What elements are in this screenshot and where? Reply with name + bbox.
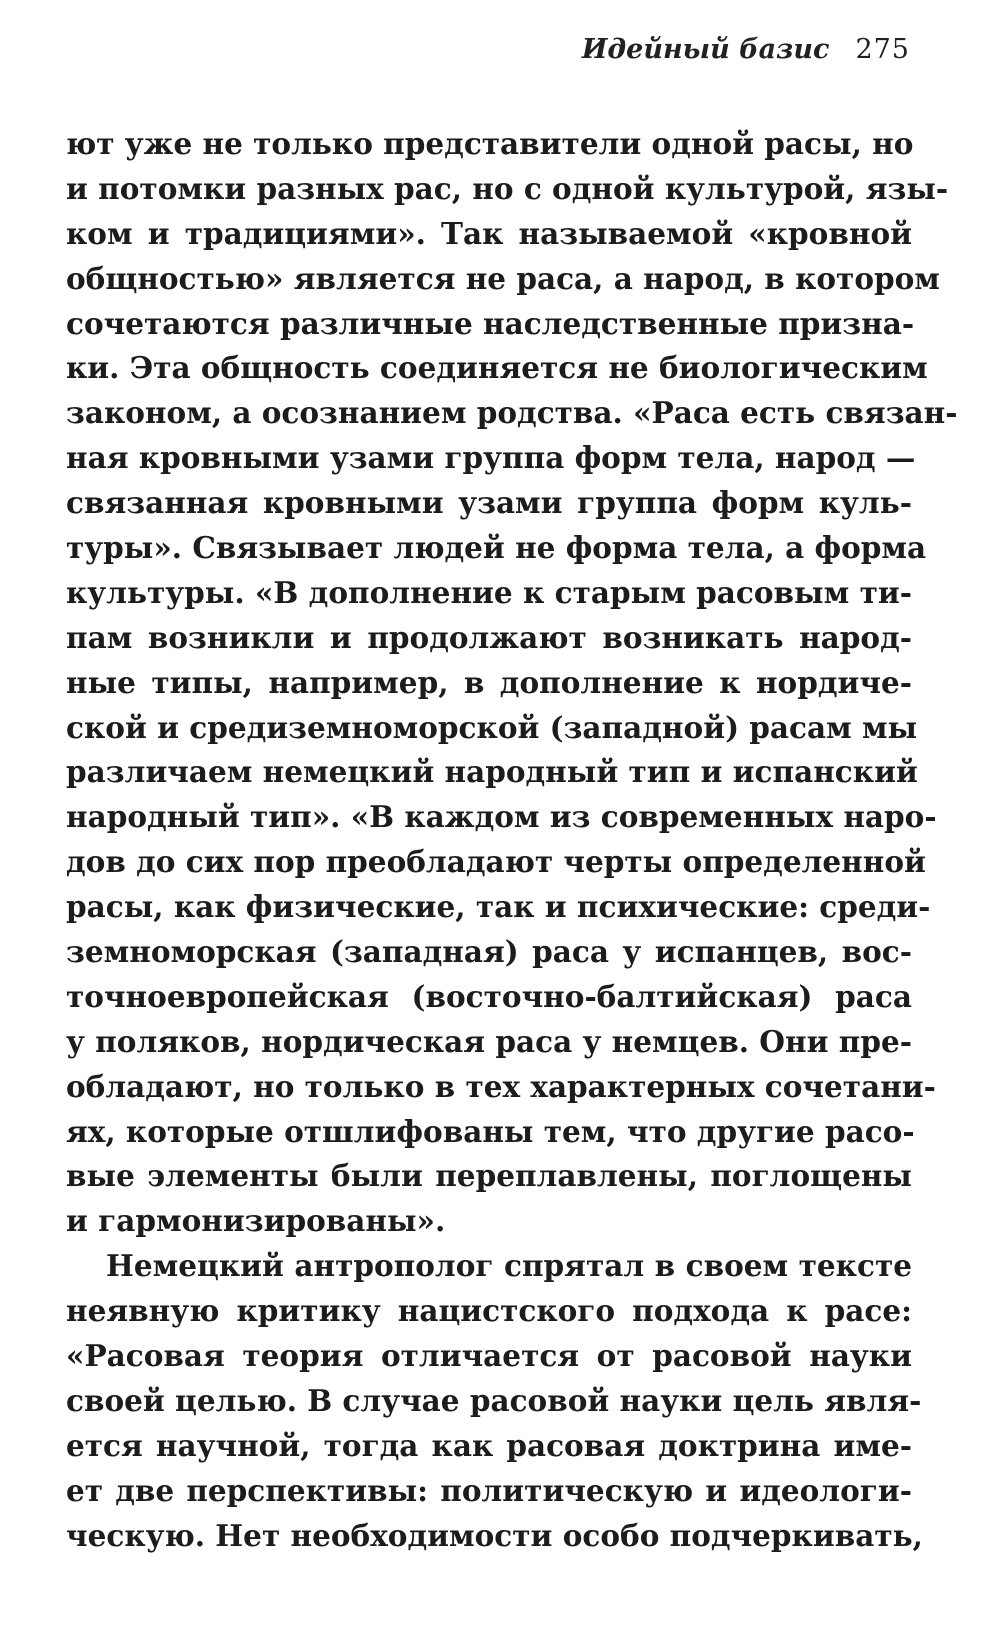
text-line: туры». Связывает людей не форма тела, а форма bbox=[66, 530, 927, 566]
text-line: ком и традициями». Так называемой «кровной bbox=[66, 215, 912, 251]
text-line: расы, как физические, так и психические: среди- bbox=[66, 889, 931, 925]
page-number: 275 bbox=[855, 34, 910, 65]
text-line: и потомки разных рас, но с одной культурой, язы- bbox=[66, 170, 949, 206]
text-line: вые элементы были переплавлены, поглощены bbox=[66, 1158, 912, 1194]
text-line: законом, а осознанием родства. «Раса есть связан- bbox=[66, 395, 958, 431]
text-line: у поляков, нордическая раса у немцев. Они пре- bbox=[66, 1023, 912, 1059]
text-line: ях, которые отшлифованы тем, что другие расо- bbox=[66, 1113, 915, 1149]
text-line: ные типы, например, в дополнение к нордиче- bbox=[66, 664, 912, 700]
text-line: Немецкий антрополог спрятал в своем тексте bbox=[106, 1248, 912, 1284]
text-line: ется научной, тогда как расовая доктрина име- bbox=[66, 1427, 912, 1463]
text-line: ской и средиземноморской (западной) расам мы bbox=[66, 709, 918, 745]
text-line: ная кровными узами группа форм тела, народ — bbox=[66, 440, 916, 476]
text-line: народный тип». «В каждом из современных наро- bbox=[66, 799, 937, 835]
text-line: «Расовая теория отличается от расовой науки bbox=[66, 1338, 912, 1374]
text-line: дов до сих пор преобладают черты определенной bbox=[66, 844, 926, 880]
text-line: ки. Эта общность соединяется не биологическим bbox=[66, 350, 928, 386]
text-line: ет две перспективы: политическую и идеологи- bbox=[66, 1472, 912, 1508]
text-line: земноморская (западная) раса у испанцев, вос- bbox=[66, 934, 912, 970]
body-text bbox=[66, 122, 958, 1559]
paragraph bbox=[66, 1244, 923, 1558]
text-line: и гармонизированы». bbox=[66, 1203, 446, 1239]
text-line: связанная кровными узами группа форм куль- bbox=[66, 485, 912, 521]
text-line: ют уже не только представители одной расы, но bbox=[66, 126, 914, 161]
running-head bbox=[582, 34, 910, 74]
text-line: сочетаются различные наследственные призна- bbox=[66, 305, 915, 341]
text-line: своей целью. В случае расовой науки цель явля- bbox=[66, 1382, 922, 1418]
text-line: культуры. «В дополнение к старым расовым ти- bbox=[66, 574, 912, 610]
running-title: Идейный базис bbox=[581, 34, 830, 65]
paragraph bbox=[66, 122, 958, 1244]
text-line: неявную критику нацистского подхода к расе: bbox=[66, 1293, 912, 1329]
text-line: различаем немецкий народный тип и испанский bbox=[66, 754, 918, 790]
text-line: ческую. Нет необходимости особо подчеркивать, bbox=[66, 1517, 923, 1553]
text-line: пам возникли и продолжают возникать народ- bbox=[66, 619, 912, 655]
text-line: общностью» является не раса, а народ, в котором bbox=[66, 260, 940, 296]
text-line: обладают, но только в тех характерных сочетани- bbox=[66, 1068, 936, 1104]
text-line: точноевропейская (восточно-балтийская) раса bbox=[66, 978, 912, 1014]
